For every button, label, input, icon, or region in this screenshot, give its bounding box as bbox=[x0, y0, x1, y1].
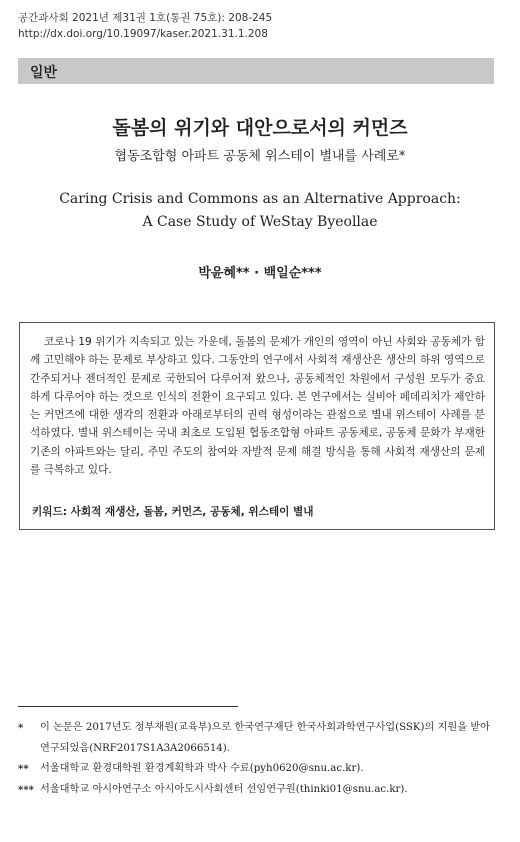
title-en-line-2: A Case Study of WeStay Byeollae bbox=[142, 214, 378, 230]
journal-citation: 공간과사회 2021년 제31권 1호(통권 75호): 208-245 bbox=[18, 12, 273, 24]
footnote-mark: *** bbox=[18, 783, 34, 796]
abstract-box bbox=[19, 322, 495, 530]
doi-link[interactable]: http://dx.doi.org/10.19097/kaser.2021.31.1.208 bbox=[18, 28, 268, 40]
title-en-line-1: Caring Crisis and Commons as an Alternative Approach: bbox=[59, 191, 461, 207]
journal-header bbox=[18, 10, 272, 42]
footnote-text: 이 논문은 2017년도 정부재원(교육부)으로 한국연구재단 한국사회과학연구사업(SSK)의 지원을 받아 연구되었음(NRF2017S1A3A2066514). bbox=[40, 722, 490, 754]
section-label: 일반 bbox=[30, 65, 58, 81]
footnote-item bbox=[18, 718, 498, 759]
footnotes bbox=[18, 718, 498, 800]
authors: 박윤혜** · 백일순*** bbox=[198, 266, 322, 281]
abstract-text: 코로나 19 위기가 지속되고 있는 가운데, 돌봄의 문제가 개인의 영역이 아닌 사회와 공동체가 함께 고민해야 하는 문제로 부상하고 있다. 그동안의 연구에서 사회적 재생산은 생산의 하위 영역으로 간주되거나 젠더적인 문제로 국한되어 다루어져 왔으나, 공동체적인 차원에서 구성원 모두가 중요하게 다루어야 하는 것으로 인식의 전환이 요구되고 있다. 본 연구에서는 실비아 페데리치가 제안하는 커먼즈에 대한 생각의 전환과 아래로부터의 권력 형성이라는 관점으로 별내 위스테이 사례를 분석하였다. 별내 위스테이는 국내 최초로 도입된 협동조합형 아파트 공동체로, 공동체 문화가 부재한 기존의 아파트와는 달리, 주민 주도의 참여와 자발적 문제 해결 방식을 통해 사회적 재생산의 문제를 극복하고 있다. bbox=[30, 336, 485, 477]
paper-title-english bbox=[0, 188, 520, 234]
footnote-item bbox=[18, 780, 498, 801]
keywords: 키워드: 사회적 재생산, 돌봄, 커먼즈, 공동체, 위스테이 별내 bbox=[32, 506, 314, 518]
footnote-text: 서울대학교 아시아연구소 아시아도시사회센터 선임연구원(thinki01@snu.ac.kr). bbox=[40, 783, 408, 795]
paper-title-korean: 돌봄의 위기와 대안으로서의 커먼즈 bbox=[112, 117, 408, 139]
section-banner bbox=[18, 58, 494, 84]
footnote-item bbox=[18, 759, 498, 780]
footnote-mark: ** bbox=[18, 763, 29, 775]
footnote-mark: * bbox=[18, 722, 24, 734]
footnote-divider bbox=[18, 706, 238, 707]
paper-subtitle-korean: 협동조합형 아파트 공동체 위스테이 별내를 사례로* bbox=[114, 149, 406, 164]
footnote-text: 서울대학교 환경대학원 환경계획학과 박사 수료(pyh0620@snu.ac.kr). bbox=[40, 763, 364, 774]
